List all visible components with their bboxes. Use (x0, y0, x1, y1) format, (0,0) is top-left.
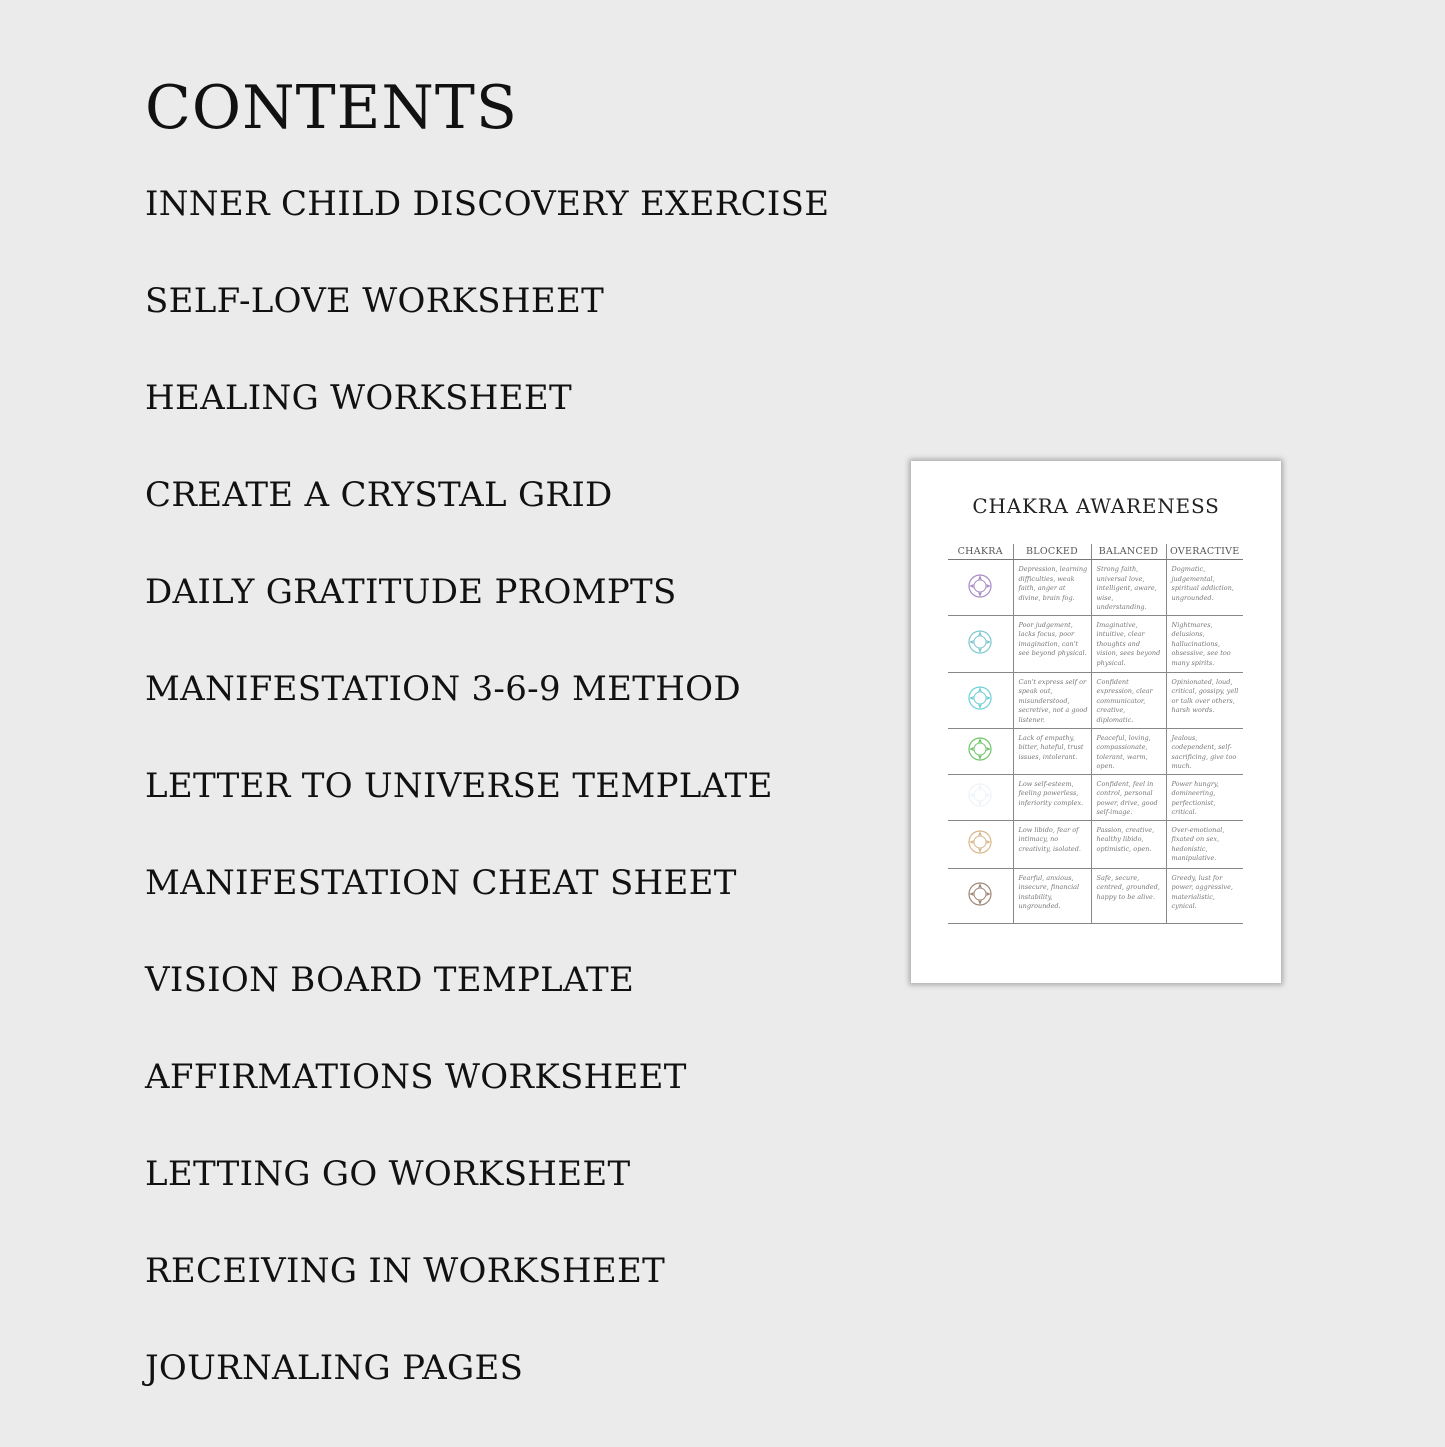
cell-blocked: Can't express self or speak out, misunderstood, secretive, not a good listener. (1013, 672, 1091, 728)
cell-blocked: Low self-esteem, feeling powerless, inferiority complex. (1013, 774, 1091, 820)
contents-item: LETTING GO WORKSHEET (145, 1154, 631, 1194)
chakra-cell (948, 728, 1013, 774)
table-row (948, 774, 1243, 820)
sacral-chakra-icon (965, 827, 995, 861)
cell-balanced: Passion, creative, healthy libido, optimistic, open. (1091, 820, 1166, 868)
cell-overactive: Greedy, lust for power, aggressive, materialistic, cynical. (1166, 868, 1243, 923)
contents-item: INNER CHILD DISCOVERY EXERCISE (145, 184, 830, 224)
cell-overactive: Dogmatic, judgemental, spiritual addiction, ungrounded. (1166, 560, 1243, 616)
column-header-overactive: OVERACTIVE (1166, 544, 1243, 560)
chakra-table (948, 544, 1243, 924)
cell-balanced: Confident, feel in control, personal power, drive, good self-image. (1091, 774, 1166, 820)
cell-overactive: Power hungry, domineering, perfectionist, critical. (1166, 774, 1243, 820)
cell-balanced: Strong faith, universal love, intelligent, aware, wise, understanding. (1091, 560, 1166, 616)
chakra-awareness-preview-page (911, 461, 1281, 983)
throat-chakra-icon (965, 683, 995, 717)
table-row (948, 820, 1243, 868)
contents-item: MANIFESTATION 3-6-9 METHOD (145, 669, 741, 709)
table-row (948, 868, 1243, 923)
contents-item: SELF-LOVE WORKSHEET (145, 281, 605, 321)
cell-overactive: Over-emotional, fixated on sex, hedonistic, manipulative. (1166, 820, 1243, 868)
contents-item: RECEIVING IN WORKSHEET (145, 1251, 666, 1291)
contents-heading: CONTENTS (145, 73, 519, 143)
chakra-cell (948, 868, 1013, 923)
contents-item: MANIFESTATION CHEAT SHEET (145, 863, 737, 903)
column-header-chakra: CHAKRA (948, 544, 1013, 560)
contents-item: VISION BOARD TEMPLATE (145, 960, 635, 1000)
cell-blocked: Depression, learning difficulties, weak faith, anger at divine, brain fog. (1013, 560, 1091, 616)
contents-item: JOURNALING PAGES (145, 1348, 524, 1388)
cell-overactive: Opinionated, loud, critical, gossipy, yell or talk over others, harsh words. (1166, 672, 1243, 728)
preview-title: CHAKRA AWARENESS (972, 494, 1220, 518)
column-header-balanced: BALANCED (1091, 544, 1166, 560)
third-eye-chakra-icon (965, 627, 995, 661)
chakra-cell (948, 820, 1013, 868)
table-row (948, 560, 1243, 616)
cell-overactive: Jealous, codependent, self-sacrificing, give too much. (1166, 728, 1243, 774)
cell-blocked: Fearful, anxious, insecure, financial instability, ungrounded. (1013, 868, 1091, 923)
cell-blocked: Low libido, fear of intimacy, no creativity, isolated. (1013, 820, 1091, 868)
table-row (948, 615, 1243, 672)
crown-chakra-icon (965, 571, 995, 605)
cell-balanced: Imaginative, intuitive, clear thoughts and vision, sees beyond physical. (1091, 615, 1166, 672)
chakra-cell (948, 560, 1013, 616)
chakra-cell (948, 615, 1013, 672)
contents-list (145, 186, 829, 1447)
chakra-cell (948, 774, 1013, 820)
contents-item: HEALING WORKSHEET (145, 378, 572, 418)
root-chakra-icon (965, 879, 995, 913)
heart-chakra-icon (965, 734, 995, 768)
table-row (948, 672, 1243, 728)
contents-item: DAILY GRATITUDE PROMPTS (145, 572, 677, 612)
cell-balanced: Safe, secure, centred, grounded, happy to be alive. (1091, 868, 1166, 923)
chakra-cell (948, 672, 1013, 728)
table-row (948, 728, 1243, 774)
cell-blocked: Lack of empathy, bitter, hateful, trust issues, intolerant. (1013, 728, 1091, 774)
contents-item: CREATE A CRYSTAL GRID (145, 475, 613, 515)
cell-balanced: Peaceful, loving, compassionate, tolerant, warm, open. (1091, 728, 1166, 774)
contents-item: AFFIRMATIONS WORKSHEET (145, 1057, 687, 1097)
cell-blocked: Poor judgement, lacks focus, poor imagination, can't see beyond physical. (1013, 615, 1091, 672)
table-header-row (948, 544, 1243, 560)
column-header-blocked: BLOCKED (1013, 544, 1091, 560)
cell-balanced: Confident expression, clear communicator, creative, diplomatic. (1091, 672, 1166, 728)
contents-item: LETTER TO UNIVERSE TEMPLATE (145, 766, 773, 806)
solar-plexus-chakra-icon (965, 780, 995, 814)
cell-overactive: Nightmares, delusions, hallucinations, obsessive, see too many spirits. (1166, 615, 1243, 672)
